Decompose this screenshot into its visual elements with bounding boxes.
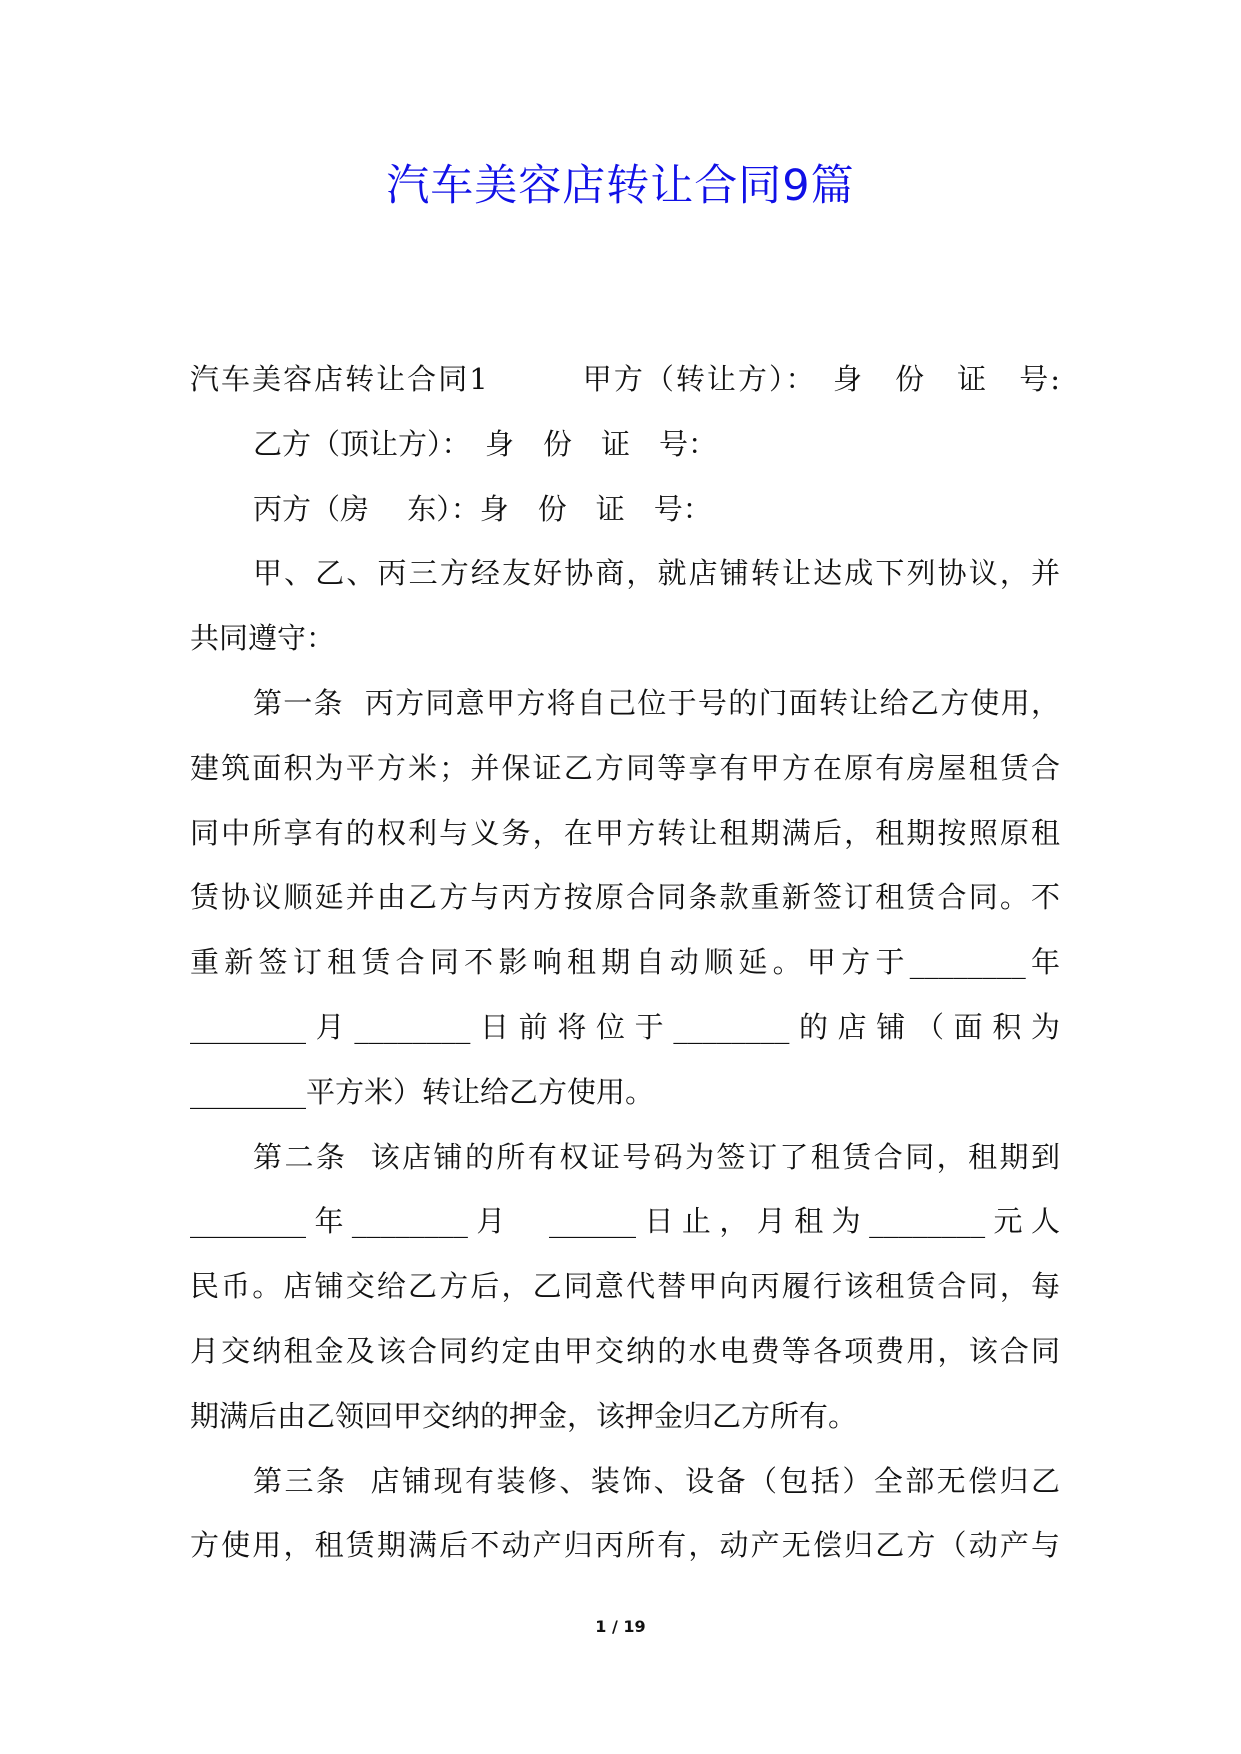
body-line: 建筑面积为平方米；并保证乙方同等享有甲方在原有房屋租赁合 <box>190 750 1060 785</box>
page-number: 1 / 19 <box>595 1617 646 1636</box>
body-line-article-2: 第二条 该店铺的所有权证号码为签订了租赁合同，租期到 <box>253 1139 1060 1174</box>
body-line-heading: 汽车美容店转让合同1 甲方（转让方）： 身 份 证 号: <box>190 362 1060 396</box>
body-line-article-1: 第一条 丙方同意甲方将自己位于号的门面转让给乙方使用， <box>253 685 1060 720</box>
document-body <box>190 347 1060 1578</box>
body-line-article-3: 第三条 店铺现有装修、装饰、设备（包括）全部无偿归乙 <box>253 1463 1060 1498</box>
body-line: 方使用，租赁期满后不动产归丙所有，动产无偿归乙方（动产与 <box>190 1528 1060 1563</box>
body-line: 重新签订租赁合同不影响租期自动顺延。甲方于________年 <box>190 945 1060 980</box>
body-line: ________平方米）转让给乙方使用。 <box>190 1074 655 1109</box>
body-line: ________月________日前将位于________的店铺（面积为 <box>190 1009 1060 1044</box>
body-line-party-c: 丙方（房 东）：身 份 证 号： <box>253 491 712 526</box>
body-line: 共同遵守： <box>190 621 336 656</box>
body-line: 甲、乙、丙三方经友好协商，就店铺转让达成下列协议，并 <box>253 556 1060 591</box>
body-line: 月交纳租金及该合同约定由甲交纳的水电费等各项费用，该合同 <box>190 1333 1060 1368</box>
body-line: ________年________月 ______日止，月租为________元人 <box>190 1204 1060 1239</box>
body-line: 期满后由乙领回甲交纳的押金，该押金归乙方所有。 <box>190 1398 858 1433</box>
body-line: 民币。店铺交给乙方后，乙同意代替甲向丙履行该租赁合同，每 <box>190 1269 1060 1304</box>
body-line-party-b: 乙方（顶让方）： 身 份 证 号： <box>253 426 718 461</box>
document-title: 汽车美容店转让合同9篇 <box>386 161 855 211</box>
body-line: 赁协议顺延并由乙方与丙方按原合同条款重新签订租赁合同。不 <box>190 880 1060 915</box>
body-line: 同中所享有的权利与义务，在甲方转让租期满后，租期按照原租 <box>190 815 1060 850</box>
